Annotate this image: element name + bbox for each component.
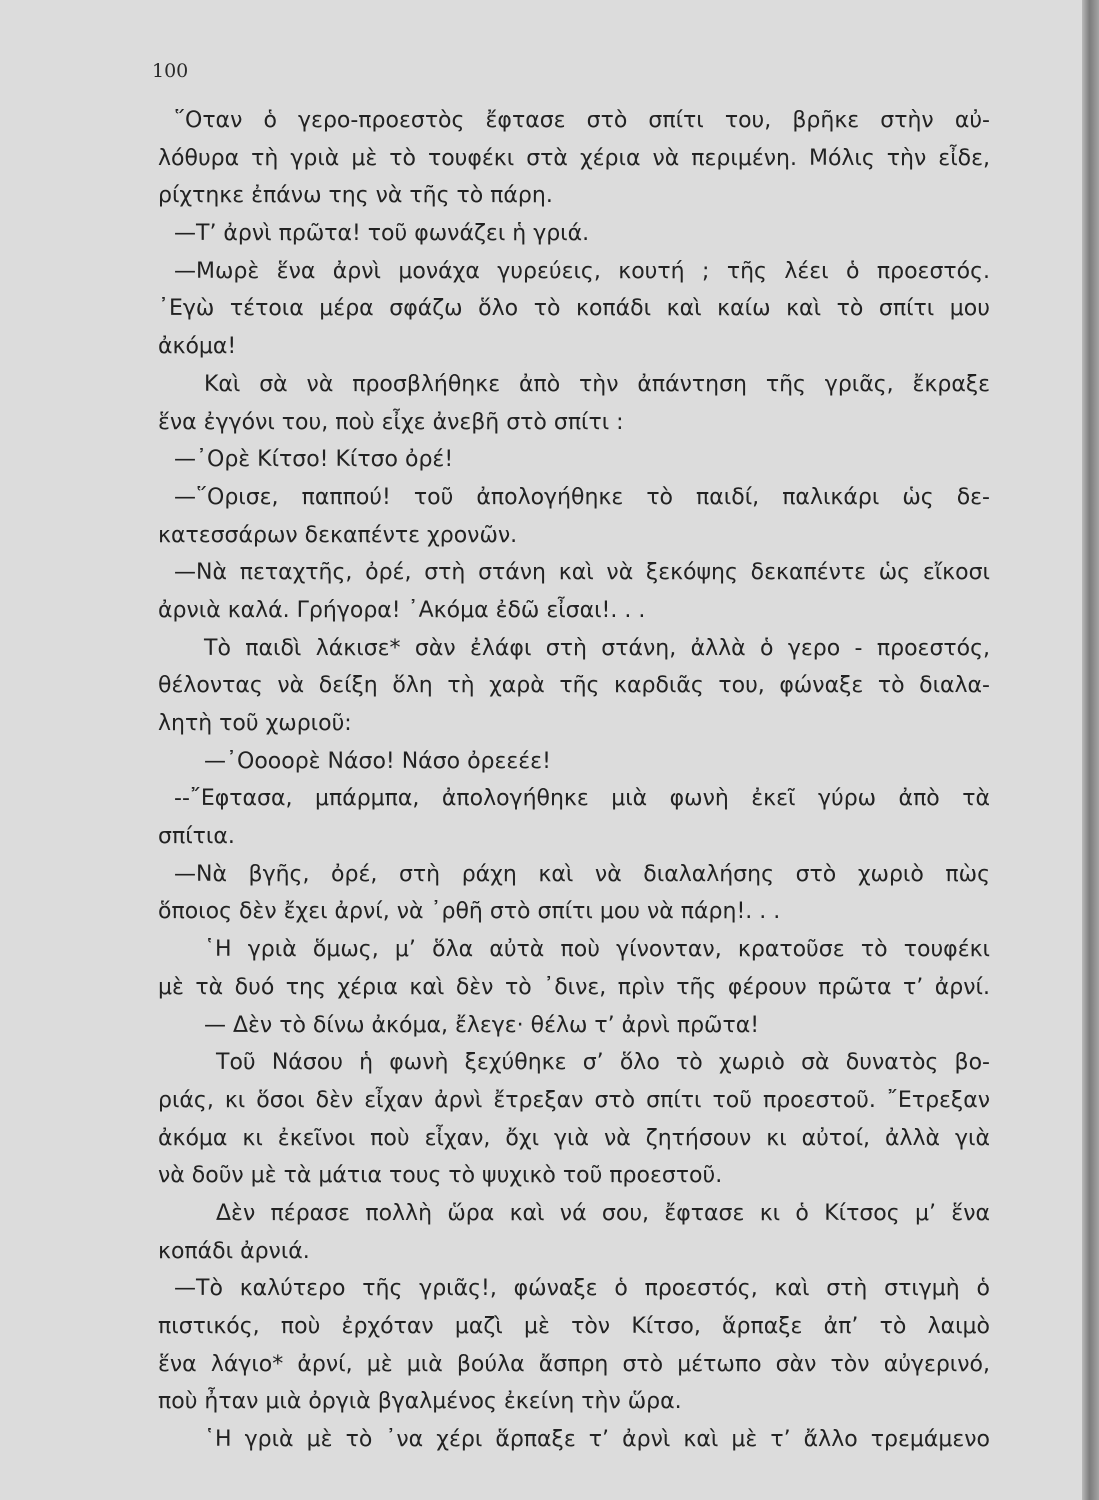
text-line: μὲ τὰ δυό της χέρια καὶ δὲν τὸ ᾿δινε, πρὶν τῆς φέρουν πρῶτα τ’ ἀρνί. xyxy=(158,974,990,1000)
text-line: ρίχτηκε ἐπάνω της νὰ τῆς τὸ πάρη. xyxy=(158,183,553,209)
text-line: λόθυρα τὴ γριὰ μὲ τὸ τουφέκι στὰ χέρια νὰ περιμένη. Μόλις τὴν εἶδε, xyxy=(158,145,990,171)
text-line: κοπάδι ἀρνιά. xyxy=(158,1238,310,1264)
text-line: ᾿Εγὼ τέτοια μέρα σφάζω ὅλο τὸ κοπάδι καὶ καίω καὶ τὸ σπίτι μου xyxy=(158,296,990,322)
text-line: σπίτια. xyxy=(158,824,235,850)
text-line: πιστικός, ποὺ ἐρχόταν μαζὶ μὲ τὸν Κίτσο, ἅρπαξε ἀπ’ τὸ λαιμὸ xyxy=(158,1314,990,1339)
text-line: —Νὰ πεταχτῆς, ὀρέ, στὴ στάνη καὶ νὰ ξεκόψης δεκαπέντε ὡς εἴκοσι xyxy=(174,560,990,586)
text-line: Καὶ σὰ νὰ προσβλήθηκε ἀπὸ τὴν ἀπάντηση τῆς γριᾶς, ἔκραξε xyxy=(204,371,990,397)
text-line: ἕνα λάγιο* ἀρνί, μὲ μιὰ βούλα ἄσπρη στὸ μέτωπο σὰν τὸν αὐγερινό, xyxy=(158,1351,990,1377)
text-line: θέλοντας νὰ δείξη ὅλη τὴ χαρὰ τῆς καρδιᾶς του, φώναξε τὸ διαλα- xyxy=(158,673,990,699)
text-line: —᾿Ορὲ Κίτσο! Κίτσο ὀρέ! xyxy=(174,447,454,473)
text-line: ῾Η γριὰ μὲ τὸ ᾿να χέρι ἅρπαξε τ’ ἀρνὶ καὶ μὲ τ’ ἄλλο τρεμάμενο xyxy=(204,1427,990,1453)
text-line: ἀρνιὰ καλά. Γρήγορα! ᾿Ακόμα ἐδῶ εἶσαι!. . . xyxy=(158,597,646,623)
text-line: —᾿Οοοορὲ Νάσο! Νάσο ὀρεεέε! xyxy=(204,748,551,774)
text-line: Τοῦ Νάσου ἡ φωνὴ ξεχύθηκε σ’ ὅλο τὸ χωριὸ σὰ δυνατὸς βο- xyxy=(216,1050,990,1076)
text-line: ἀκόμα! xyxy=(158,334,237,360)
body-text xyxy=(158,102,990,1459)
text-line: —Τὸ καλύτερο τῆς γριᾶς!, φώναξε ὁ προεστός, καὶ στὴ στιγμὴ ὁ xyxy=(174,1276,990,1302)
book-spine-shadow xyxy=(1082,0,1099,1500)
text-line: ῞Οταν ὁ γερο-προεστὸς ἔφτασε στὸ σπίτι του, βρῆκε στὴν αὐ- xyxy=(174,108,990,133)
text-line: —῞Ορισε, παππού! τοῦ ἀπολογήθηκε τὸ παιδί, παλικάρι ὡς δε- xyxy=(174,484,990,510)
text-line: —Νὰ βγῆς, ὀρέ, στὴ ράχη καὶ νὰ διαλαλήσης στὸ χωριὸ πὼς xyxy=(174,861,990,887)
text-line: — Δὲν τὸ δίνω ἀκόμα, ἔλεγε· θέλω τ’ ἀρνὶ πρῶτα! xyxy=(204,1012,760,1038)
text-line: Τὸ παιδὶ λάκισε* σὰν ἐλάφι στὴ στάνη, ἀλλὰ ὁ γερο - προεστός, xyxy=(204,635,990,661)
text-line: —Τ’ ἀρνὶ πρῶτα! τοῦ φωνάζει ἡ γριά. xyxy=(174,221,590,247)
text-line: λητὴ τοῦ χωριοῦ: xyxy=(158,711,352,736)
text-line: ἀκόμα κι ἐκεῖνοι ποὺ εἶχαν, ὄχι γιὰ νὰ ζητήσουν κι αὐτοί, ἀλλὰ γιὰ xyxy=(158,1125,990,1151)
text-line: —Μωρὲ ἕνα ἀρνὶ μονάχα γυρεύεις, κουτή ; τῆς λέει ὁ προεστός. xyxy=(174,258,990,284)
text-line: Δὲν πέρασε πολλὴ ὥρα καὶ νά σου, ἔφτασε κι ὁ Κίτσος μ’ ἕνα xyxy=(216,1200,990,1226)
text-line: ὅποιος δὲν ἔχει ἀρνί, νὰ ᾿ρθῆ στὸ σπίτι μου νὰ πάρη!. . . xyxy=(158,899,781,925)
text-line: νὰ δοῦν μὲ τὰ μάτια τους τὸ ψυχικὸ τοῦ προεστοῦ. xyxy=(158,1163,723,1189)
text-line: κατεσσάρων δεκαπέντε χρονῶν. xyxy=(158,522,518,548)
page-number: 100 xyxy=(152,60,189,82)
text-line: ριάς, κι ὅσοι δὲν εἶχαν ἀρνὶ ἔτρεξαν στὸ σπίτι τοῦ προεστοῦ. ῎Ετρεξαν xyxy=(158,1087,990,1113)
text-line: ἕνα ἐγγόνι του, ποὺ εἶχε ἀνεβῆ στὸ σπίτι : xyxy=(158,409,624,435)
text-line: ποὺ ἦταν μιὰ ὀργιὰ βγαλμένος ἐκείνη τὴν ὥρα. xyxy=(158,1389,682,1415)
text-line: ῾Η γριὰ ὅμως, μ’ ὅλα αὐτὰ ποὺ γίνονταν, κρατοῦσε τὸ τουφέκι xyxy=(204,937,990,963)
text-line: --῎Εφτασα, μπάρμπα, ἀπολογήθηκε μιὰ φωνὴ ἐκεῖ γύρω ἀπὸ τὰ xyxy=(174,786,990,812)
